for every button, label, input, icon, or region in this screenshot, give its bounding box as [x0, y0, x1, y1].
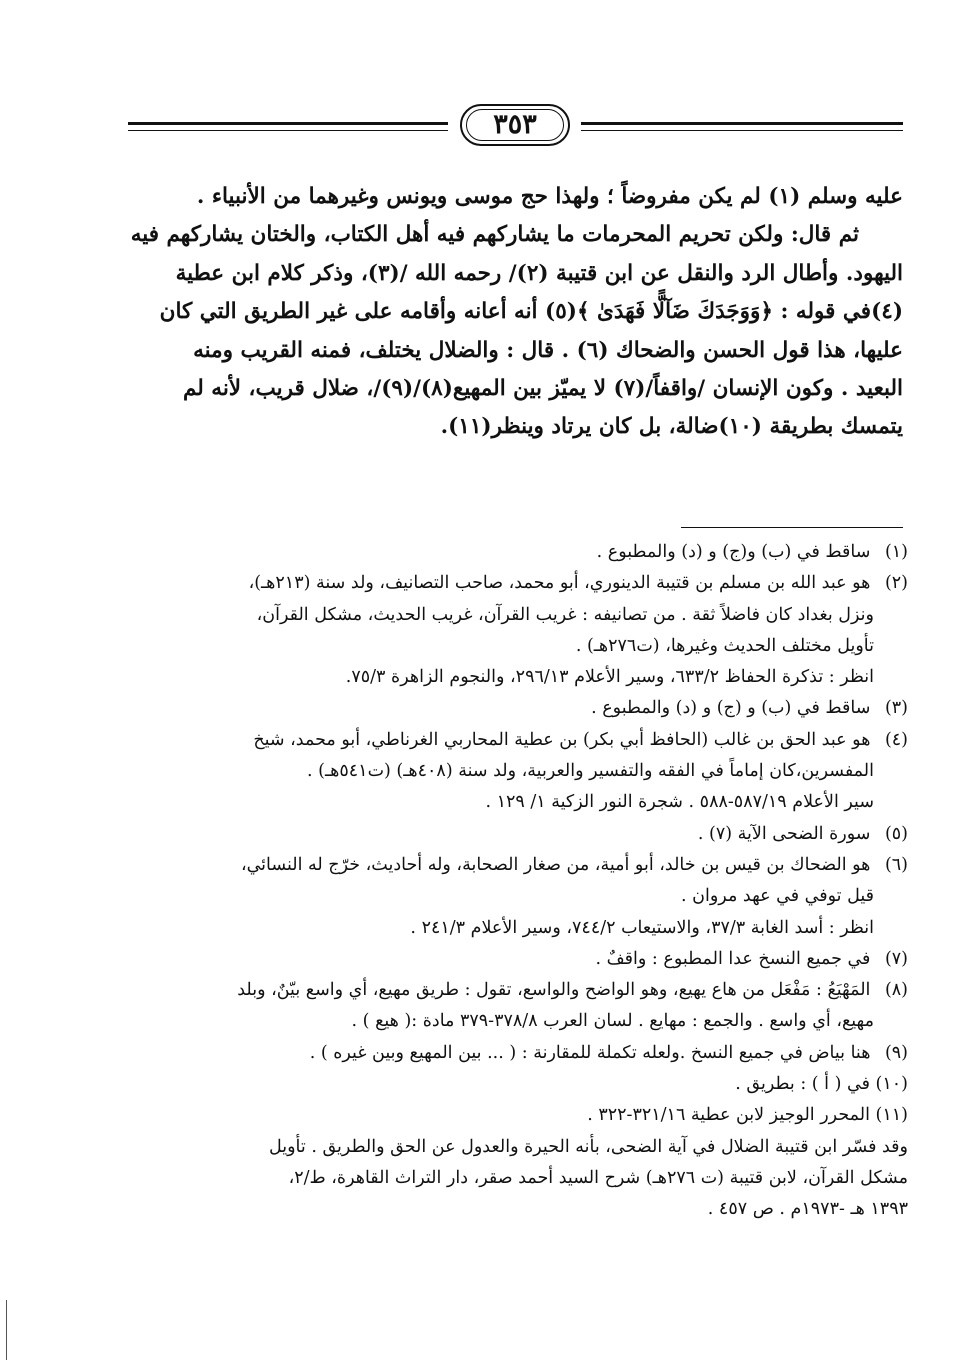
footnote	[128, 693, 908, 724]
footnote-number: (١٠)	[875, 1074, 908, 1095]
footnote-text: مشكل القرآن، لابن قتيبة (ت ٢٧٦هـ) شرح السيد أحمد صقر، دار التراث القاهرة، ط/٢،	[288, 1167, 908, 1188]
main-line: يتمسك بطريقة (١٠)ضالة، بل كان يرتاد وينظر(١١).	[440, 414, 903, 440]
main-line: البعيد . وكون الإنسان /واقفاً/(٧) لا يميّز بين المهيع(٨)/(٩)/، ضلال قريب، لأنه لم	[182, 376, 903, 402]
footnote-text: تأويل مختلف الحديث وغيرها، (ت٢٧٦هـ) .	[575, 635, 874, 656]
footnote-number: (٦)	[884, 854, 908, 875]
main-line: (٤)في قوله : ﴿وَوَجَدَكَ ضَآلًّا فَهَدَىٰ ﴾(٥) أنه أعانه وأقامه على غير الطريق التي كان	[159, 299, 903, 325]
footnote-text: وقد فسّر ابن قتيبة الضلال في آية الضحى، بأنه الحيرة والعدول عن الحق والطريق . تأويل	[268, 1136, 908, 1157]
scan-edge-mark	[6, 1300, 7, 1360]
footnote	[128, 1069, 908, 1100]
footnote-number: (٥)	[884, 823, 908, 844]
footnote	[128, 944, 908, 975]
header-rule-left	[128, 122, 448, 125]
footnote	[128, 568, 908, 599]
footnote-number: (٣)	[884, 698, 908, 719]
main-line: عليه وسلم (١) لم يكن مفروضاً ؛ ولهذا حج موسى ويونس وغيرهما من الأنبياء .	[196, 184, 903, 209]
footnote-text: ونزل بغداد كان فاضلاً ثقة . من تصانيفه : غريب القرآن، غريب الحديث، مشكل القرآن،	[256, 604, 874, 625]
footnote-text: ١٣٩٣ هـ -١٩٧٣م . ص ٤٥٧ .	[707, 1199, 908, 1220]
footnote	[128, 819, 908, 850]
footnote	[128, 537, 908, 568]
footnote-text: ساقط في (ب) و (ج) و (د) والمطبوع .	[591, 698, 871, 719]
footnote-text: قيل توفي في عهد مروان .	[681, 886, 874, 907]
footnote-text: سورة الضحى الآية (٧) .	[697, 823, 871, 844]
footnote-number: (٩)	[884, 1042, 908, 1063]
footnote-text: المفسرين،كان إماماً في الفقه والتفسير والعربية، ولد سنة (٤٠٨هـ) (ت٥٤١هـ) .	[307, 761, 874, 782]
footnote-number: (٢)	[884, 573, 908, 594]
footnote	[128, 1100, 908, 1131]
footnote-text: هنا بياض في جميع النسخ .ولعله تكملة للمقارنة : ( ... بين المهيع وبين غيره ) .	[309, 1042, 871, 1063]
footnote-separator	[681, 527, 903, 528]
footnote-text: ساقط في (ب) و(ج) و (د) والمطبوع .	[596, 542, 871, 562]
main-text	[128, 178, 903, 447]
footnote-text: في ( أ ) : بطريق .	[735, 1074, 870, 1095]
main-line: عليها، هذا قول الحسن والضحاك (٦) . قال : والضلال يختلف، فمنه القريب ومنه	[193, 337, 903, 363]
footnote-number: (١١)	[875, 1105, 908, 1126]
footnote-text: هو عبد الحق بن غالب (الحافظ أبي بكر) بن عطية المحاربي الغرناطي، أبو محمد، شيخ	[253, 729, 871, 750]
main-line: ثم قال: ولكن تحريم المحرمات ما يشاركهم فيه أهل الكتاب، والختان يشاركهم فيه	[130, 222, 859, 248]
footnote-number: (٤)	[884, 729, 908, 750]
footnote	[128, 975, 908, 1006]
footnote-text: في جميع النسخ عدا المطبوع : واقفٌ .	[595, 948, 871, 969]
page-header	[128, 100, 903, 150]
page-number: ٣٥٣	[460, 104, 570, 146]
header-rule-right	[581, 122, 903, 125]
footnote-text: سير الأعلام ٥٨٧/١٩-٥٨٨ . شجرة النور الزكية ١/ ١٢٩ .	[485, 792, 874, 813]
footnote-number: (٨)	[884, 980, 908, 1001]
footnote-text: المَهْيَعُ : مَفْعَل من هاع يهيع، وهو الواضح والواسع، تقول : طريق مهيع، أي واسع بيّنٌ، وبلد	[237, 980, 871, 1001]
footnote-text: انظر : تذكرة الحفاظ ٦٣٣/٢، وسير الأعلام ٢٩٦/١٣، والنجوم الزاهرة ٧٥/٣.	[345, 667, 874, 688]
footnote-text: انظر : أسد الغابة ٣٧/٣، والاستيعاب ٧٤٤/٢، وسير الأعلام ٢٤١/٣ .	[410, 917, 874, 938]
footnote-text: هو الضحاك بن قيس بن خالد، أبو أمية، من صغار الصحابة، وله أحاديث، خرّج له النسائي،	[240, 854, 871, 875]
footnote-number: (٧)	[884, 948, 908, 969]
footnote-text: مهيع، أي واسع . والجمع : مهايع . لسان العرب ٣٧٨/٨-٣٧٩ مادة :( هيع ) .	[351, 1011, 874, 1032]
footnote	[128, 1038, 908, 1069]
footnote-number: (١)	[884, 542, 908, 562]
main-line: اليهود. وأطال الرد والنقل عن ابن قتيبة (٢)/ رحمه الله /(٣)، وذكر كلام ابن عطية	[175, 260, 903, 286]
footnotes	[128, 537, 908, 1226]
footnote	[128, 725, 908, 756]
footnote-text: هو عبد الله بن مسلم بن قتيبة الدينوري، أبو محمد، صاحب التصانيف، ولد سنة (٢١٣هـ)،	[248, 573, 871, 594]
footnote-text: المحرر الوجيز لابن عطية ٣٢١/١٦-٣٢٢ .	[587, 1105, 870, 1126]
footnote	[128, 850, 908, 881]
